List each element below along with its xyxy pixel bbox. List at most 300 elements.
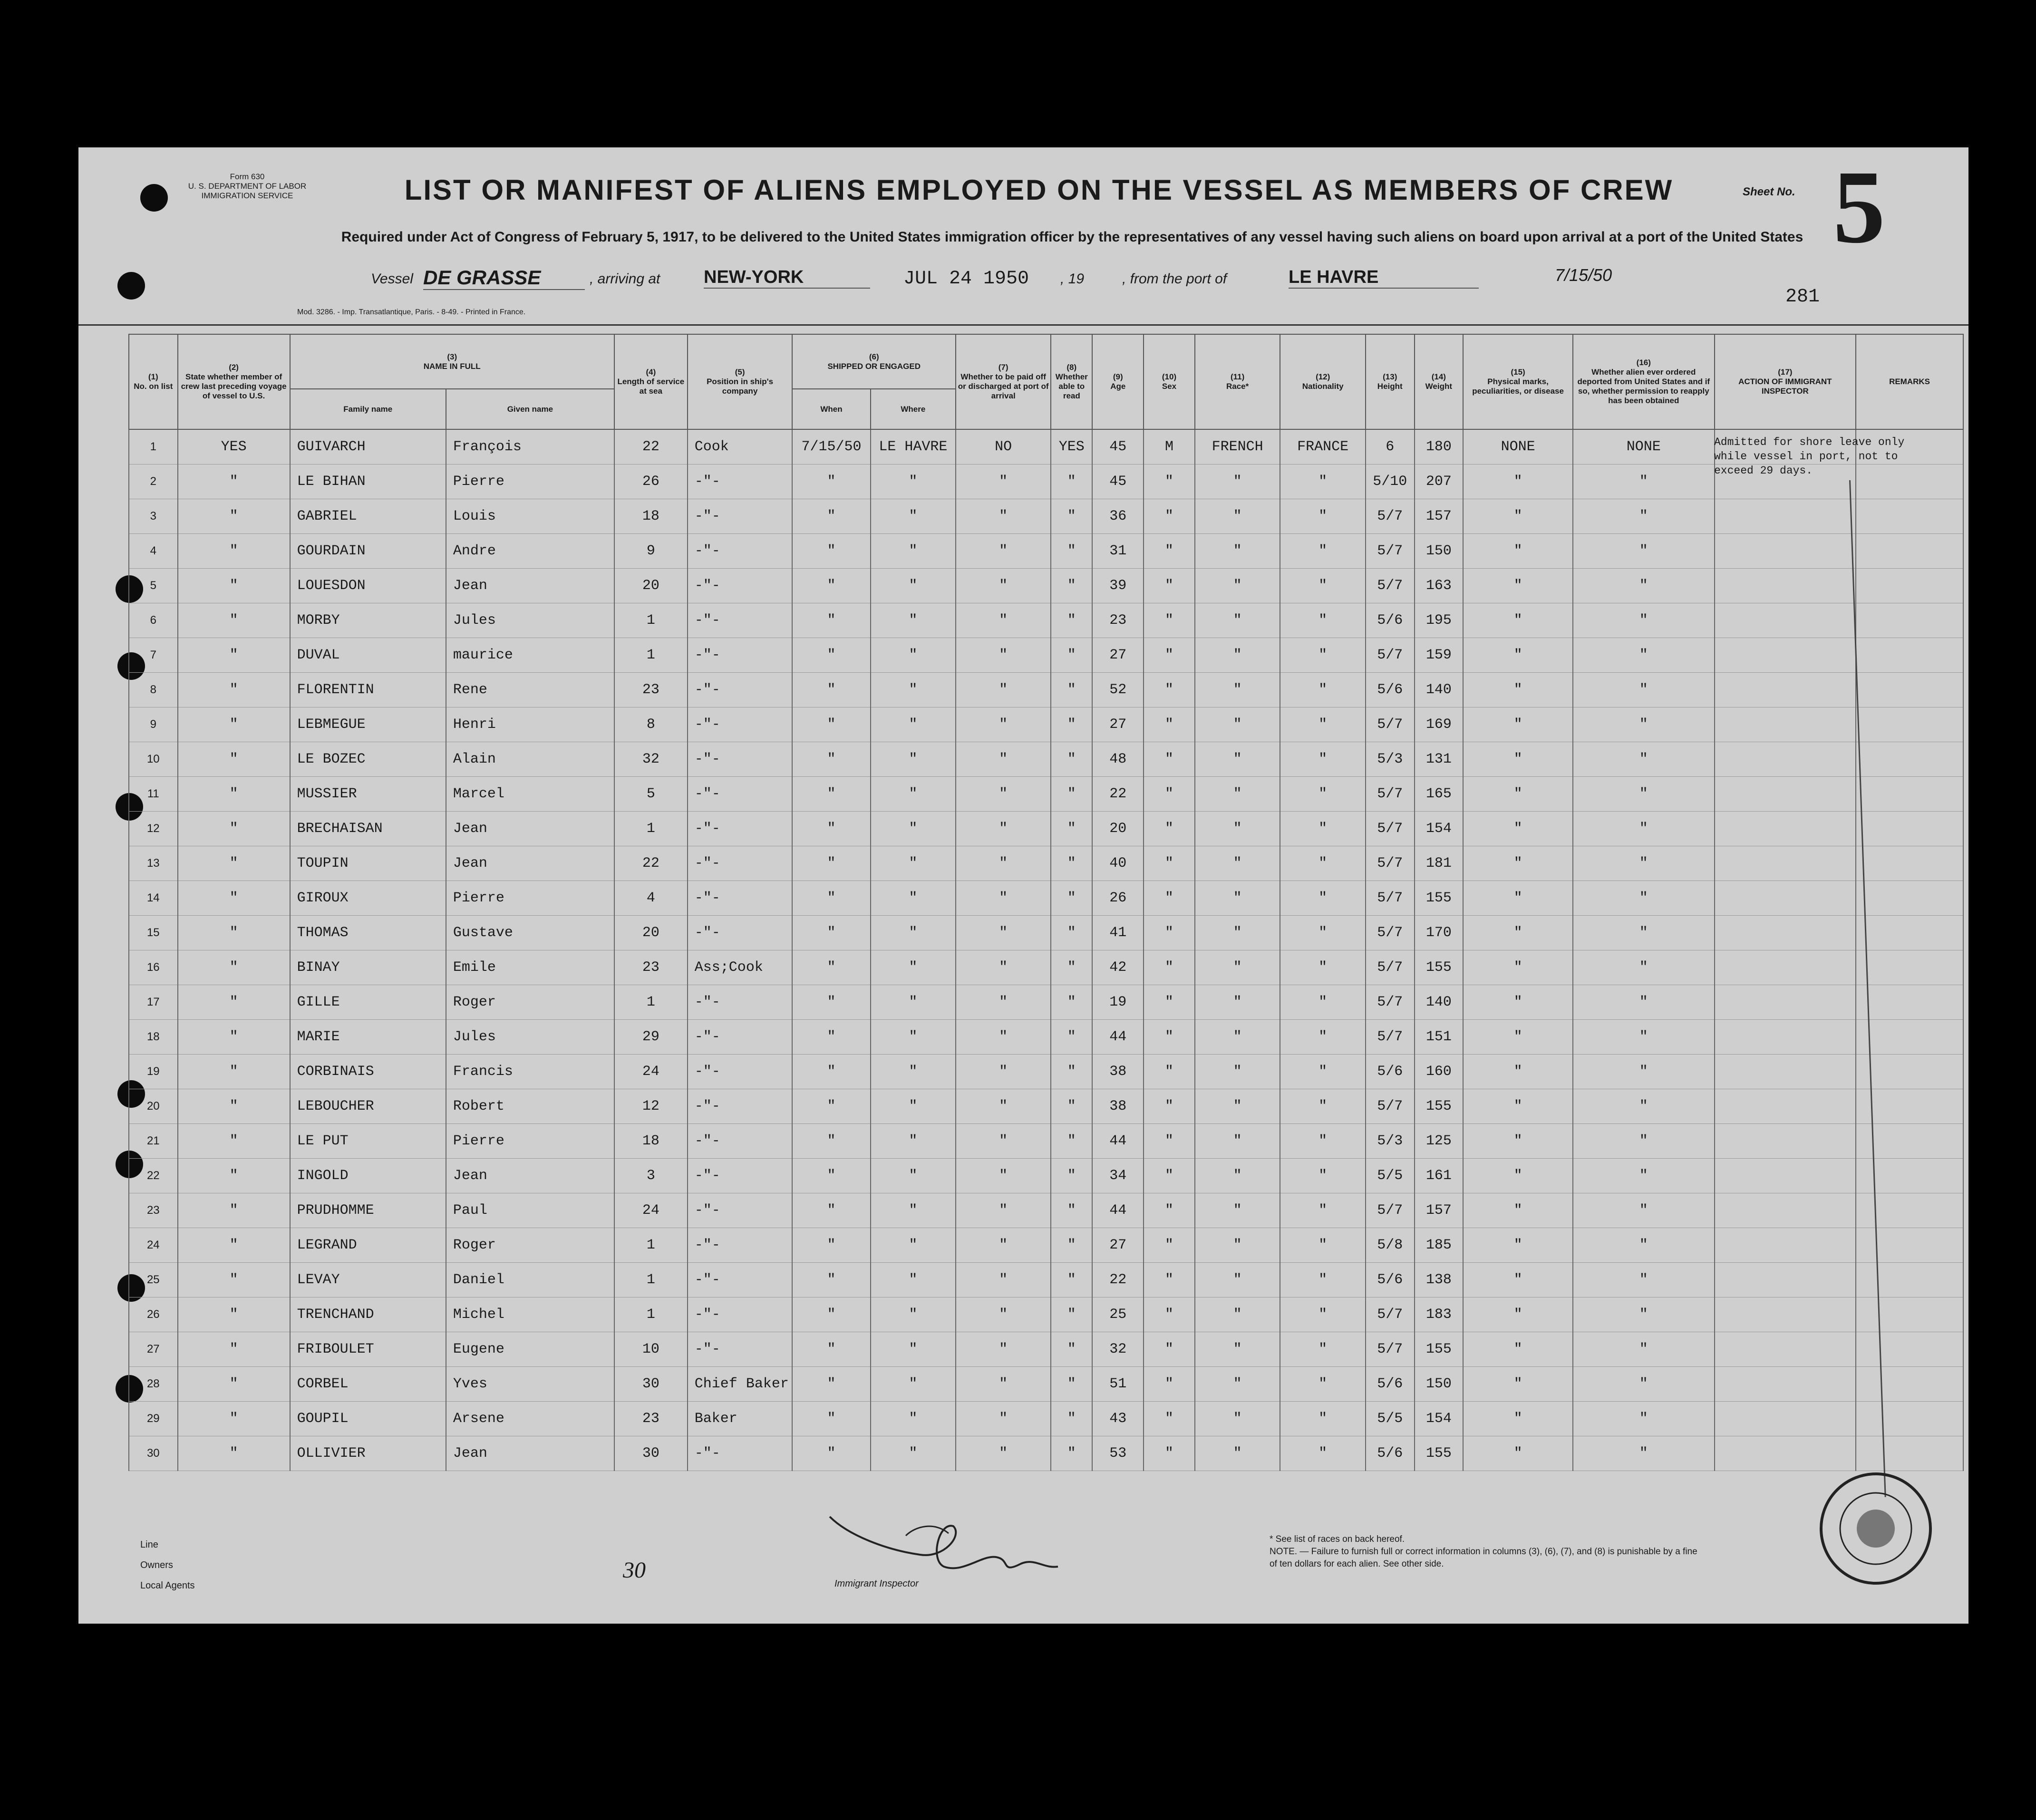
cell-able-to-read: ": [1051, 1332, 1092, 1367]
cell-weight: 155: [1415, 1332, 1464, 1367]
table-row: [129, 569, 1963, 603]
cell-service-length: 22: [614, 846, 688, 881]
col-position-header: (5) Position in ship's company: [688, 334, 793, 429]
cell-physical-marks: ": [1463, 1402, 1573, 1436]
col-nationality-header: (12) Nationality: [1280, 334, 1366, 429]
cell-paid-off: ": [956, 950, 1051, 985]
table-row: [129, 465, 1963, 499]
cell-row-number: 2: [129, 465, 178, 499]
cell-given-name: Jean: [446, 1159, 614, 1193]
cell-weight: 159: [1415, 638, 1464, 673]
cell-row-number: 17: [129, 985, 178, 1020]
cell-service-length: 22: [614, 429, 688, 465]
cell-given-name: Alain: [446, 742, 614, 777]
cell-able-to-read: ": [1051, 1402, 1092, 1436]
cell-crew-status: ": [178, 812, 290, 846]
cell-service-length: 1: [614, 985, 688, 1020]
cell-age: 34: [1092, 1159, 1144, 1193]
cell-nationality: ": [1280, 1228, 1366, 1263]
remarks-text: Admitted for shore leave only while vessel in port, not to exceed 29 days.: [1714, 436, 1905, 477]
cell-shipped-when: ": [792, 777, 870, 812]
cell-given-name: Pierre: [446, 1124, 614, 1159]
cell-inspector-action: [1715, 1297, 1856, 1332]
cell-crew-status: ": [178, 673, 290, 707]
cell-weight: 140: [1415, 985, 1464, 1020]
cell-given-name: maurice: [446, 638, 614, 673]
cell-sex: ": [1144, 1020, 1195, 1055]
cell-race: ": [1195, 1436, 1280, 1471]
cell-given-name: Roger: [446, 1228, 614, 1263]
cell-service-length: 24: [614, 1055, 688, 1089]
cell-race: ": [1195, 1228, 1280, 1263]
cell-nationality: ": [1280, 916, 1366, 950]
cell-service-length: 1: [614, 812, 688, 846]
cell-crew-status: YES: [178, 429, 290, 465]
col-no-header: (1) No. on list: [129, 334, 178, 429]
cell-shipped-where: ": [871, 1367, 956, 1402]
cell-paid-off: ": [956, 534, 1051, 569]
cell-shipped-where: ": [871, 1193, 956, 1228]
cell-crew-status: ": [178, 742, 290, 777]
cell-deported: ": [1573, 1124, 1715, 1159]
cell-service-length: 20: [614, 569, 688, 603]
date-stamp: JUL 24 1950: [903, 268, 1029, 290]
cell-crew-status: ": [178, 1436, 290, 1471]
cell-height: 5/10: [1366, 465, 1415, 499]
cell-position: -"-: [688, 499, 793, 534]
cell-deported: ": [1573, 742, 1715, 777]
cell-shipped-when: ": [792, 1124, 870, 1159]
cell-race: ": [1195, 1367, 1280, 1402]
cell-able-to-read: ": [1051, 1263, 1092, 1297]
cell-family-name: CORBEL: [290, 1367, 446, 1402]
cell-nationality: ": [1280, 777, 1366, 812]
cell-physical-marks: ": [1463, 1367, 1573, 1402]
cell-position: -"-: [688, 1193, 793, 1228]
cell-service-length: 12: [614, 1089, 688, 1124]
cell-able-to-read: ": [1051, 1124, 1092, 1159]
cell-physical-marks: ": [1463, 846, 1573, 881]
cell-shipped-where: ": [871, 777, 956, 812]
cell-shipped-when: ": [792, 1263, 870, 1297]
cell-row-number: 27: [129, 1332, 178, 1367]
cell-shipped-where: ": [871, 1089, 956, 1124]
cell-sex: ": [1144, 1089, 1195, 1124]
cell-height: 5/6: [1366, 603, 1415, 638]
cell-inspector-action: [1715, 777, 1856, 812]
vessel-name: DE GRASSE: [423, 266, 585, 290]
cell-deported: ": [1573, 1436, 1715, 1471]
cell-shipped-when: ": [792, 1159, 870, 1193]
cell-position: -"-: [688, 465, 793, 499]
cell-service-length: 1: [614, 1297, 688, 1332]
col-race-header: (11) Race*: [1195, 334, 1280, 429]
cell-sex: ": [1144, 534, 1195, 569]
cell-row-number: 28: [129, 1367, 178, 1402]
cell-position: Baker: [688, 1402, 793, 1436]
cell-row-number: 30: [129, 1436, 178, 1471]
cell-weight: 155: [1415, 950, 1464, 985]
cell-deported: ": [1573, 707, 1715, 742]
cell-able-to-read: ": [1051, 1055, 1092, 1089]
col-given-name-header: Given name: [446, 389, 614, 429]
cell-sex: ": [1144, 1367, 1195, 1402]
cell-shipped-where: ": [871, 1436, 956, 1471]
cell-age: 26: [1092, 881, 1144, 916]
cell-family-name: LE BIHAN: [290, 465, 446, 499]
table-row: [129, 881, 1963, 916]
cell-race: ": [1195, 1193, 1280, 1228]
table-row: [129, 1263, 1963, 1297]
cell-service-length: 32: [614, 742, 688, 777]
cell-nationality: ": [1280, 603, 1366, 638]
cell-nationality: ": [1280, 881, 1366, 916]
cell-able-to-read: ": [1051, 1228, 1092, 1263]
cell-position: -"-: [688, 673, 793, 707]
cell-shipped-when: ": [792, 638, 870, 673]
cell-shipped-when: ": [792, 1297, 870, 1332]
cell-race: ": [1195, 916, 1280, 950]
cell-weight: 138: [1415, 1263, 1464, 1297]
cell-family-name: LEGRAND: [290, 1228, 446, 1263]
cell-race: ": [1195, 1089, 1280, 1124]
cell-age: 27: [1092, 1228, 1144, 1263]
cell-age: 41: [1092, 916, 1144, 950]
cell-row-number: 7: [129, 638, 178, 673]
cell-paid-off: ": [956, 707, 1051, 742]
cell-age: 19: [1092, 985, 1144, 1020]
cell-sex: ": [1144, 638, 1195, 673]
cell-sex: ": [1144, 1159, 1195, 1193]
department: U. S. DEPARTMENT OF LABOR: [188, 182, 307, 191]
cell-able-to-read: ": [1051, 534, 1092, 569]
cell-crew-status: ": [178, 1263, 290, 1297]
cell-race: ": [1195, 812, 1280, 846]
cell-given-name: Pierre: [446, 881, 614, 916]
cell-position: -"-: [688, 569, 793, 603]
cell-deported: ": [1573, 985, 1715, 1020]
cell-able-to-read: ": [1051, 742, 1092, 777]
cell-remarks: [1856, 534, 1963, 569]
cell-weight: 155: [1415, 1436, 1464, 1471]
table-row: [129, 1367, 1963, 1402]
cell-able-to-read: ": [1051, 1193, 1092, 1228]
cell-remarks: [1856, 812, 1963, 846]
cell-crew-status: ": [178, 603, 290, 638]
cell-able-to-read: ": [1051, 638, 1092, 673]
cell-deported: NONE: [1573, 429, 1715, 465]
cell-age: 39: [1092, 569, 1144, 603]
cell-crew-status: ": [178, 1124, 290, 1159]
crew-table: [128, 334, 1964, 1471]
cell-deported: ": [1573, 603, 1715, 638]
table-row: [129, 673, 1963, 707]
table-row: [129, 812, 1963, 846]
cell-crew-status: ": [178, 638, 290, 673]
cell-able-to-read: ": [1051, 499, 1092, 534]
cell-nationality: ": [1280, 742, 1366, 777]
cell-race: ": [1195, 603, 1280, 638]
cell-crew-status: ": [178, 1089, 290, 1124]
year-suffix: , 19: [1060, 271, 1085, 287]
col-where-header: Where: [871, 389, 956, 429]
cell-family-name: MORBY: [290, 603, 446, 638]
cell-height: 5/7: [1366, 499, 1415, 534]
cell-age: 45: [1092, 429, 1144, 465]
cell-physical-marks: ": [1463, 1124, 1573, 1159]
table-row: [129, 1402, 1963, 1436]
cell-inspector-action: [1715, 1332, 1856, 1367]
cell-sex: ": [1144, 812, 1195, 846]
cell-remarks: [1856, 1297, 1963, 1332]
cell-shipped-when: ": [792, 916, 870, 950]
cell-height: 5/8: [1366, 1228, 1415, 1263]
cell-physical-marks: ": [1463, 916, 1573, 950]
cell-paid-off: ": [956, 1089, 1051, 1124]
cell-nationality: ": [1280, 846, 1366, 881]
crew-count: 30: [623, 1558, 646, 1583]
cell-weight: 155: [1415, 1089, 1464, 1124]
cell-given-name: Jean: [446, 569, 614, 603]
cell-remarks: [1856, 1436, 1963, 1471]
cell-inspector-action: [1715, 1124, 1856, 1159]
cell-shipped-when: ": [792, 742, 870, 777]
cell-able-to-read: ": [1051, 569, 1092, 603]
cell-row-number: 8: [129, 673, 178, 707]
cell-weight: 155: [1415, 881, 1464, 916]
cell-remarks: [1856, 707, 1963, 742]
cell-sex: ": [1144, 742, 1195, 777]
cell-race: ": [1195, 534, 1280, 569]
cell-inspector-action: [1715, 1263, 1856, 1297]
manifest-sheet: [78, 147, 1968, 1624]
cell-inspector-action: [1715, 1402, 1856, 1436]
cell-shipped-where: ": [871, 603, 956, 638]
cell-sex: ": [1144, 950, 1195, 985]
table-row: [129, 1193, 1963, 1228]
cell-family-name: FLORENTIN: [290, 673, 446, 707]
cell-paid-off: ": [956, 1332, 1051, 1367]
cell-height: 5/7: [1366, 812, 1415, 846]
form-number: Form 630: [230, 172, 265, 181]
cell-sex: ": [1144, 1332, 1195, 1367]
cell-nationality: ": [1280, 1332, 1366, 1367]
cell-shipped-where: ": [871, 950, 956, 985]
cell-family-name: LE BOZEC: [290, 742, 446, 777]
footer-notes: [1270, 1533, 1697, 1570]
cell-height: 6: [1366, 429, 1415, 465]
cell-paid-off: NO: [956, 429, 1051, 465]
cell-height: 5/7: [1366, 1020, 1415, 1055]
cell-shipped-when: ": [792, 985, 870, 1020]
cell-shipped-where: ": [871, 707, 956, 742]
table-row: [129, 742, 1963, 777]
cell-remarks: [1856, 673, 1963, 707]
cell-age: 23: [1092, 603, 1144, 638]
printer-note: Mod. 3286. - Imp. Transatlantique, Paris. - 8-49. - Printed in France.: [297, 308, 526, 316]
cell-position: -"-: [688, 1055, 793, 1089]
cell-shipped-where: ": [871, 499, 956, 534]
cell-crew-status: ": [178, 1020, 290, 1055]
cell-position: -"-: [688, 1159, 793, 1193]
cell-age: 36: [1092, 499, 1144, 534]
from-label: , from the port of: [1122, 271, 1227, 287]
cell-inspector-action: [1715, 638, 1856, 673]
inspector-signature: [820, 1507, 1067, 1583]
table-row: [129, 846, 1963, 881]
cell-age: 38: [1092, 1055, 1144, 1089]
cell-shipped-where: ": [871, 881, 956, 916]
cell-able-to-read: ": [1051, 916, 1092, 950]
cell-given-name: Paul: [446, 1193, 614, 1228]
cell-service-length: 1: [614, 638, 688, 673]
cell-shipped-when: ": [792, 881, 870, 916]
cell-shipped-when: ": [792, 1055, 870, 1089]
cell-remarks: [1856, 638, 1963, 673]
table-row: [129, 1089, 1963, 1124]
cell-height: 5/7: [1366, 534, 1415, 569]
cell-given-name: Marcel: [446, 777, 614, 812]
table-row: [129, 777, 1963, 812]
cell-position: -"-: [688, 1089, 793, 1124]
cell-inspector-action: [1715, 846, 1856, 881]
cell-height: 5/7: [1366, 1297, 1415, 1332]
cell-sex: ": [1144, 1055, 1195, 1089]
cell-service-length: 29: [614, 1020, 688, 1055]
cell-given-name: Francis: [446, 1055, 614, 1089]
table-row: [129, 499, 1963, 534]
line-label: Line: [140, 1539, 158, 1550]
cell-physical-marks: ": [1463, 534, 1573, 569]
cell-able-to-read: ": [1051, 1020, 1092, 1055]
cell-service-length: 26: [614, 465, 688, 499]
cell-deported: ": [1573, 846, 1715, 881]
cell-deported: ": [1573, 638, 1715, 673]
cell-physical-marks: ": [1463, 1332, 1573, 1367]
cell-race: ": [1195, 569, 1280, 603]
cell-sex: ": [1144, 916, 1195, 950]
cell-remarks: [1856, 1193, 1963, 1228]
col-read-header: (8) Whether able to read: [1051, 334, 1092, 429]
cell-sex: ": [1144, 499, 1195, 534]
cell-shipped-when: ": [792, 1089, 870, 1124]
cell-deported: ": [1573, 534, 1715, 569]
cell-sex: ": [1144, 777, 1195, 812]
table-row: [129, 1159, 1963, 1193]
cell-able-to-read: ": [1051, 881, 1092, 916]
cell-shipped-when: ": [792, 1193, 870, 1228]
cell-service-length: 8: [614, 707, 688, 742]
cell-inspector-action: [1715, 1367, 1856, 1402]
cell-weight: 161: [1415, 1159, 1464, 1193]
cell-family-name: PRUDHOMME: [290, 1193, 446, 1228]
cell-race: ": [1195, 950, 1280, 985]
cell-race: ": [1195, 1263, 1280, 1297]
page-title: LIST OR MANIFEST OF ALIENS EMPLOYED ON THE VESSEL AS MEMBERS OF CREW: [404, 174, 1674, 206]
cell-height: 5/7: [1366, 638, 1415, 673]
col-sex-header: (10) Sex: [1144, 334, 1195, 429]
cell-height: 5/7: [1366, 569, 1415, 603]
cell-shipped-where: ": [871, 846, 956, 881]
cell-weight: 169: [1415, 707, 1464, 742]
cell-row-number: 22: [129, 1159, 178, 1193]
cell-physical-marks: ": [1463, 950, 1573, 985]
cell-given-name: Andre: [446, 534, 614, 569]
cell-shipped-where: ": [871, 1055, 956, 1089]
cell-inspector-action: [1715, 1436, 1856, 1471]
cell-race: ": [1195, 638, 1280, 673]
cell-age: 31: [1092, 534, 1144, 569]
cell-row-number: 23: [129, 1193, 178, 1228]
cell-physical-marks: ": [1463, 1055, 1573, 1089]
cell-height: 5/6: [1366, 673, 1415, 707]
cell-crew-status: ": [178, 1159, 290, 1193]
col-inspector-action-header: (17) ACTION OF IMMIGRANT INSPECTOR: [1715, 334, 1856, 429]
cell-sex: M: [1144, 429, 1195, 465]
cell-weight: 180: [1415, 429, 1464, 465]
cell-weight: 150: [1415, 1367, 1464, 1402]
cell-inspector-action: [1715, 499, 1856, 534]
cell-position: -"-: [688, 534, 793, 569]
col-family-name-header: Family name: [290, 389, 446, 429]
cell-inspector-action: [1715, 1228, 1856, 1263]
cell-able-to-read: ": [1051, 812, 1092, 846]
cell-height: 5/7: [1366, 881, 1415, 916]
cell-shipped-where: LE HAVRE: [871, 429, 956, 465]
cell-service-length: 23: [614, 673, 688, 707]
cell-family-name: LEVAY: [290, 1263, 446, 1297]
cell-remarks: [1856, 1159, 1963, 1193]
cell-given-name: Robert: [446, 1089, 614, 1124]
cell-given-name: Jean: [446, 846, 614, 881]
cell-row-number: 20: [129, 1089, 178, 1124]
cell-weight: 195: [1415, 603, 1464, 638]
cell-shipped-when: ": [792, 673, 870, 707]
cell-nationality: ": [1280, 638, 1366, 673]
cell-physical-marks: ": [1463, 465, 1573, 499]
cell-service-length: 18: [614, 1124, 688, 1159]
cell-crew-status: ": [178, 1055, 290, 1089]
cell-given-name: Roger: [446, 985, 614, 1020]
cell-weight: 157: [1415, 1193, 1464, 1228]
cell-physical-marks: ": [1463, 569, 1573, 603]
cell-paid-off: ": [956, 846, 1051, 881]
cell-remarks: [1856, 881, 1963, 916]
cell-position: -"-: [688, 638, 793, 673]
footer-labels: [140, 1535, 195, 1596]
cell-sex: ": [1144, 985, 1195, 1020]
cell-paid-off: ": [956, 638, 1051, 673]
cell-race: ": [1195, 1055, 1280, 1089]
cell-crew-status: ": [178, 1402, 290, 1436]
cell-row-number: 11: [129, 777, 178, 812]
cell-sex: ": [1144, 569, 1195, 603]
cell-position: -"-: [688, 881, 793, 916]
cell-crew-status: ": [178, 1297, 290, 1332]
cell-race: ": [1195, 846, 1280, 881]
cell-sex: ": [1144, 1193, 1195, 1228]
cell-family-name: GIROUX: [290, 881, 446, 916]
cell-position: -"-: [688, 812, 793, 846]
cell-nationality: ": [1280, 1263, 1366, 1297]
cell-paid-off: ": [956, 1436, 1051, 1471]
cell-able-to-read: ": [1051, 465, 1092, 499]
cell-row-number: 25: [129, 1263, 178, 1297]
cell-race: ": [1195, 1159, 1280, 1193]
cell-given-name: Louis: [446, 499, 614, 534]
cell-given-name: Emile: [446, 950, 614, 985]
cell-able-to-read: ": [1051, 707, 1092, 742]
